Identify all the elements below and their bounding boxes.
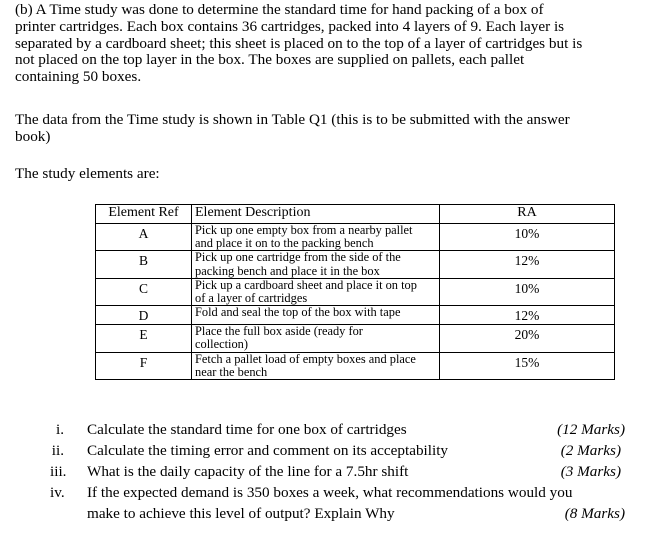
question-marks: (2 Marks) — [560, 442, 621, 459]
table-row — [96, 278, 615, 305]
question-item — [50, 482, 625, 503]
elements-intro: The study elements are: — [15, 165, 160, 182]
element-ref: A — [96, 224, 192, 251]
question-marks: (12 Marks) — [557, 421, 625, 438]
question-item-continuation — [50, 503, 625, 524]
element-ref: E — [96, 325, 192, 352]
element-ra: 12% — [440, 306, 615, 325]
question-text: Calculate the timing error and comment on its acceptability — [87, 442, 449, 459]
element-ref: C — [96, 278, 192, 305]
question-text: make to achieve this level of output? Explain Why — [87, 505, 395, 522]
element-ra: 15% — [440, 352, 615, 379]
question-marks: (8 Marks) — [564, 505, 625, 522]
data-note-line: book) — [15, 127, 51, 145]
study-elements-table — [95, 204, 615, 380]
question-item — [50, 440, 625, 461]
intro-line: separated by a cardboard sheet; this sheet is placed on to the top of a layer of cartridges but is — [15, 34, 583, 52]
intro-line: containing 50 boxes. — [15, 68, 142, 86]
header-ra: RA — [440, 205, 615, 224]
element-ref: F — [96, 352, 192, 379]
element-ref: B — [96, 251, 192, 278]
intro-paragraph — [15, 2, 645, 86]
element-description: Pick up one empty box from a nearby pallet and place it on to the packing bench — [192, 224, 440, 251]
element-ref: D — [96, 306, 192, 325]
question-item — [50, 461, 625, 482]
question-marks: (3 Marks) — [560, 463, 621, 480]
data-note-paragraph — [15, 112, 645, 146]
element-description: Place the full box aside (ready for collection) — [192, 325, 440, 352]
question-text: What is the daily capacity of the line for a 7.5hr shift — [87, 463, 409, 480]
intro-line: (b) A Time study was done to determine the standard time for hand packing of a box of — [15, 1, 544, 18]
element-ra: 10% — [440, 224, 615, 251]
header-element-ref: Element Ref — [96, 205, 192, 224]
intro-line: printer cartridges. Each box contains 36 cartridges, packed into 4 layers of 9. Each layer is — [15, 17, 565, 35]
question-number: iv. — [50, 484, 65, 501]
table-row — [96, 352, 615, 379]
table-row — [96, 251, 615, 278]
element-ra: 12% — [440, 251, 615, 278]
table-row — [96, 224, 615, 251]
table-header-row — [96, 205, 615, 224]
element-description: Fold and seal the top of the box with tape — [192, 306, 440, 325]
table-row — [96, 306, 615, 325]
question-number: ii. — [51, 442, 64, 459]
element-ra: 20% — [440, 325, 615, 352]
question-number: i. — [55, 421, 64, 438]
table-row — [96, 325, 615, 352]
data-note-line: The data from the Time study is shown in Table Q1 (this is to be submitted with the answer — [15, 111, 570, 128]
question-item — [50, 419, 625, 440]
question-text: If the expected demand is 350 boxes a week, what recommendations would you — [87, 484, 573, 501]
question-text: Calculate the standard time for one box of cartridges — [87, 421, 407, 438]
question-number: iii. — [50, 463, 67, 480]
element-description: Pick up a cardboard sheet and place it on top of a layer of cartridges — [192, 278, 440, 305]
element-description: Fetch a pallet load of empty boxes and place near the bench — [192, 352, 440, 379]
header-element-description: Element Description — [192, 205, 440, 224]
question-list — [50, 419, 625, 524]
element-ra: 10% — [440, 278, 615, 305]
intro-line: not placed on the top layer in the box. The boxes are supplied on pallets, each pallet — [15, 51, 525, 69]
element-description: Pick up one cartridge from the side of the packing bench and place it in the box — [192, 251, 440, 278]
